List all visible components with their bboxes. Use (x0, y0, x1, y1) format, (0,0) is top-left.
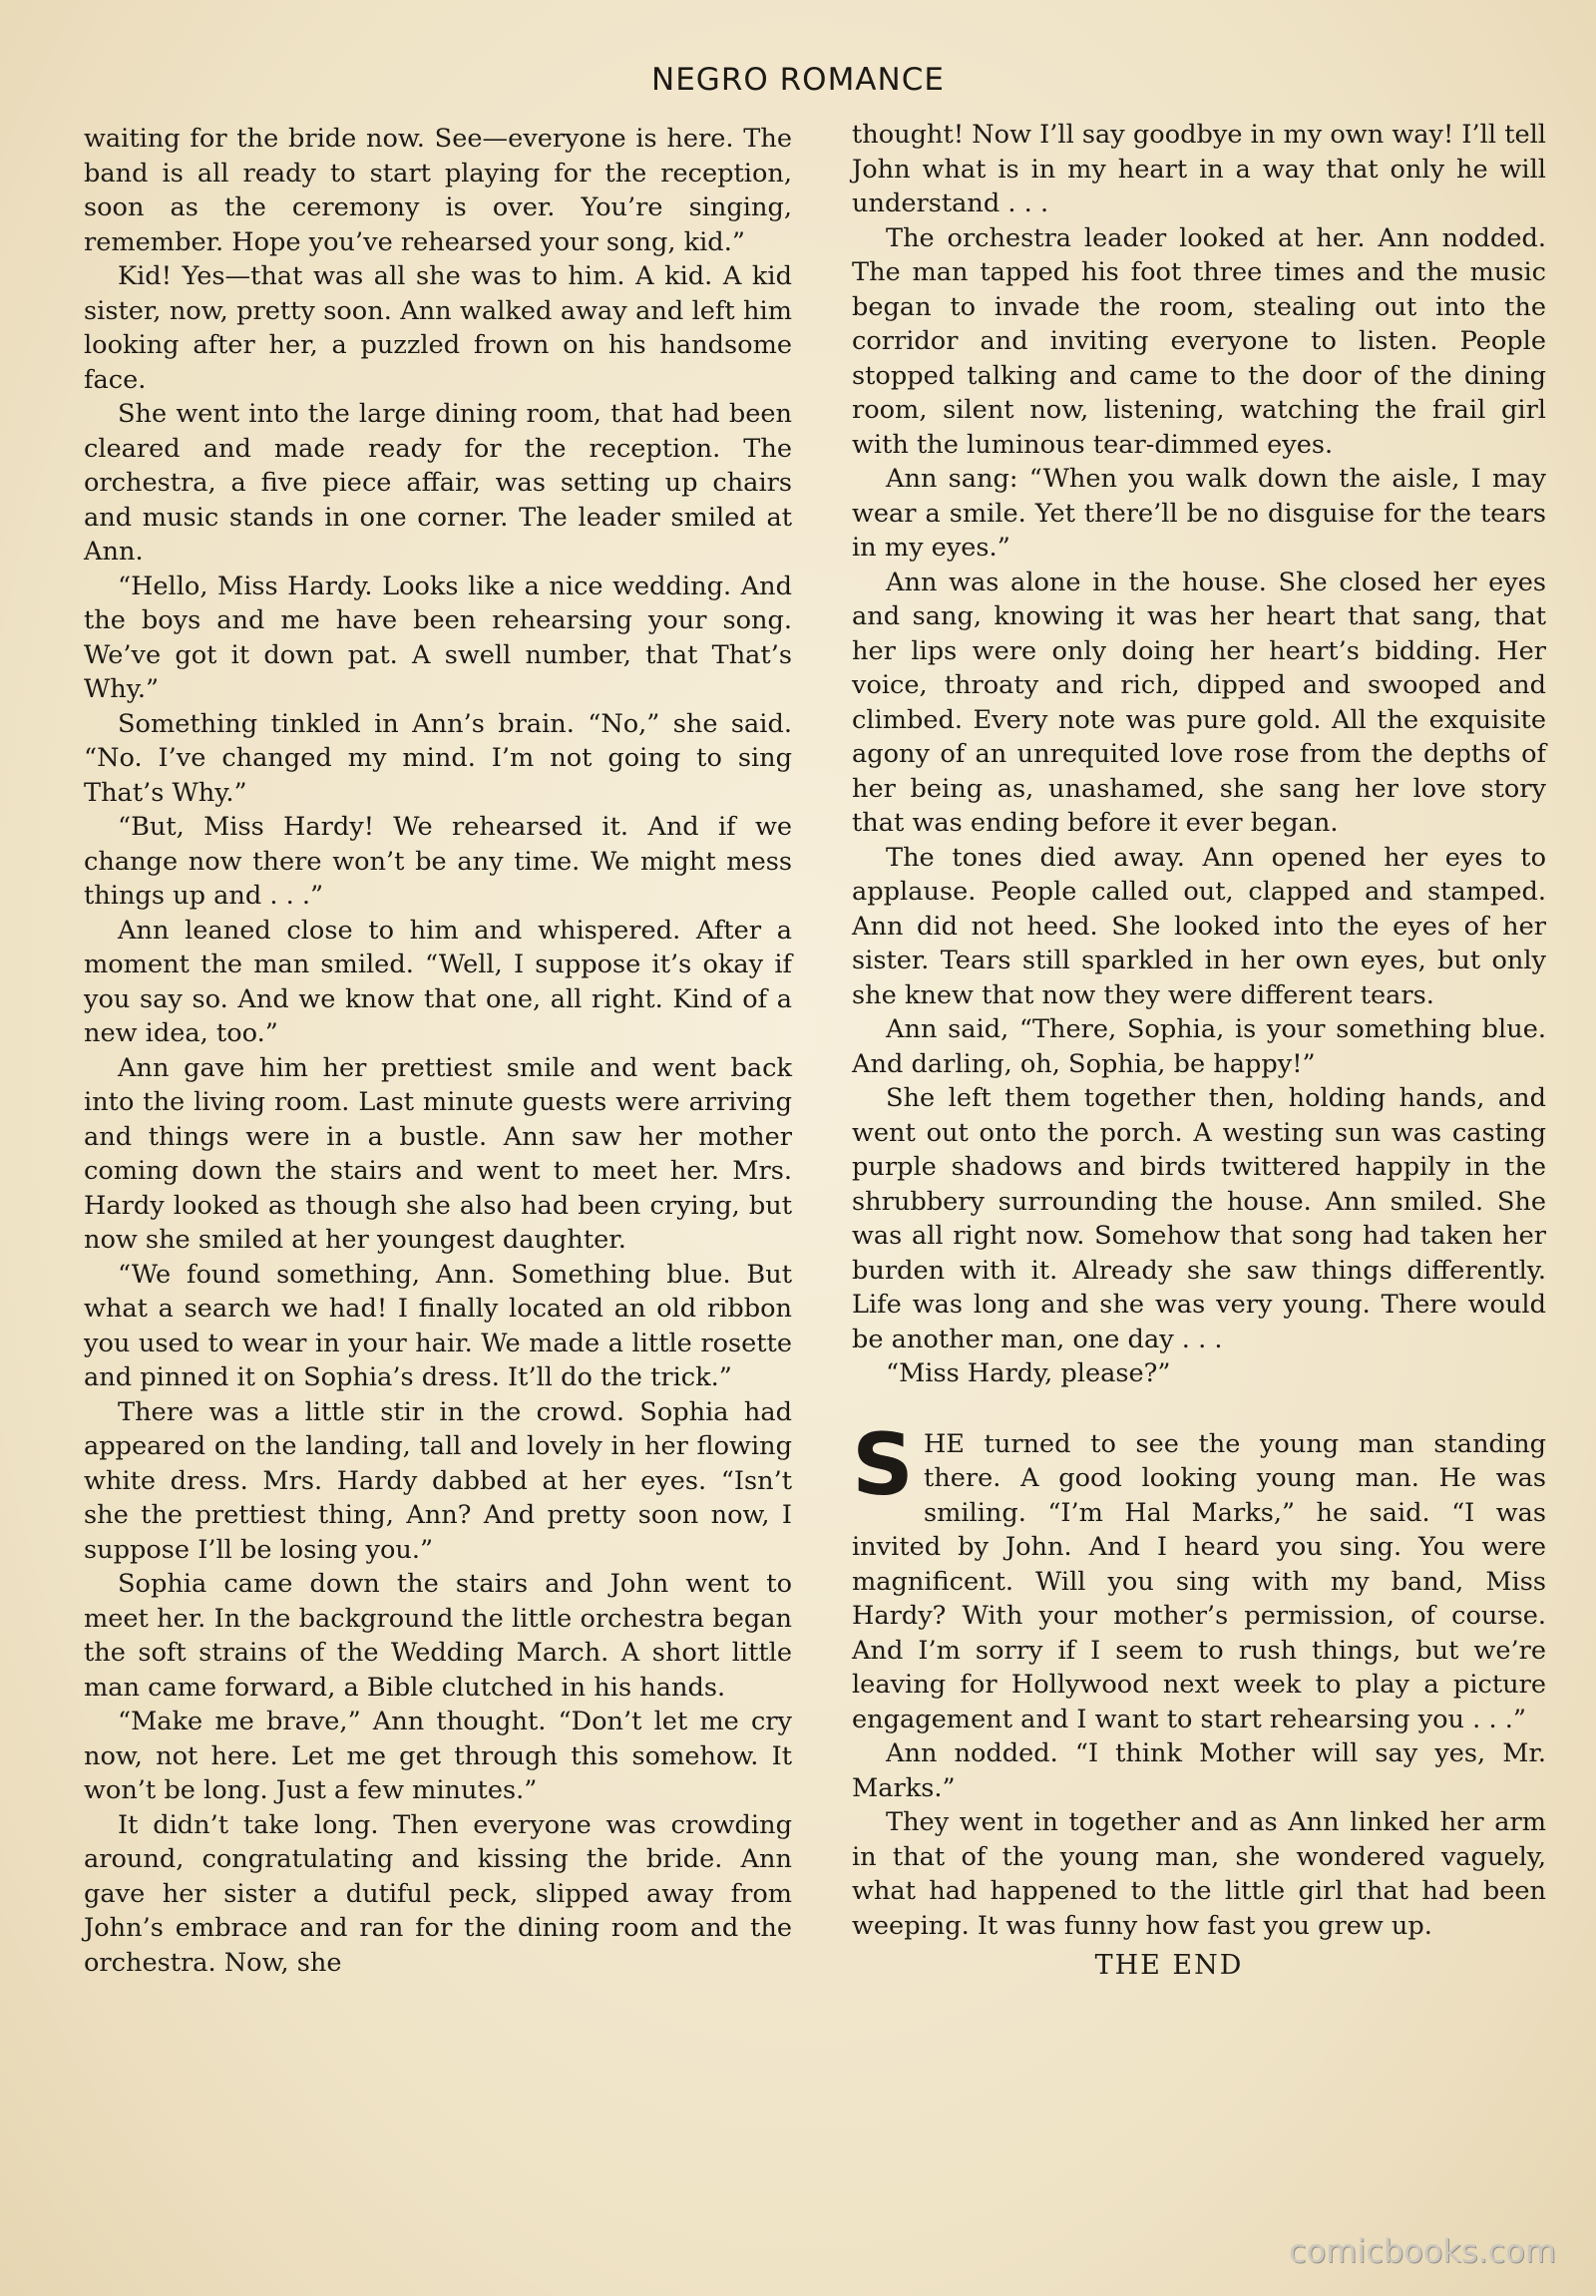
site-watermark: comicbooks.com (1288, 2232, 1556, 2270)
drop-cap: S (852, 1414, 914, 1515)
story-paragraph: They went in together and as Ann linked her arm in that of the young man, she wondered vaguely, what had happened to the little girl that had been weeping. It was funny how fast you grew up. (852, 1807, 1546, 1941)
left-column (84, 122, 792, 1980)
story-paragraph: “But, Miss Hardy! We rehearsed it. And if we change now there won’t be any time. We might mess things up and . . .” (84, 812, 792, 911)
story-paragraph: Ann said, “There, Sophia, is your something blue. And darling, oh, Sophia, be happy!” (852, 1014, 1546, 1079)
section-break (852, 1391, 1546, 1427)
story-paragraph: Ann leaned close to him and whispered. After a moment the man smiled. “Well, I suppose it’s okay if you say so. And we know that one, all right. Kind of a new idea, too.” (84, 915, 792, 1048)
story-paragraph: Sophia came down the stairs and John went to meet her. In the background the little orchestra began the soft strains of the Wedding March. A short little man came forward, a Bible clutched in his hands. (84, 1569, 792, 1703)
story-paragraph: thought! Now I’ll say goodbye in my own way! I’ll tell John what is in my heart in a way that only he will understand . . . (852, 120, 1546, 218)
story-paragraph: Ann was alone in the house. She closed her eyes and sang, knowing it was her heart that sang, that her lips were only doing her heart’s bidding. Her voice, throaty and rich, dipped and swooped and climbed. Every note was pure gold. All the exquisite agony of an unrequited love rose from the depths of her being as, unashamed, she sang her love story that was ending before it ever began. (852, 567, 1546, 838)
story-paragraph: Something tinkled in Ann’s brain. “No,” she said. “No. I’ve changed my mind. I’m not going to sing That’s Why.” (84, 708, 792, 808)
story-paragraph: “Hello, Miss Hardy. Looks like a nice wedding. And the boys and me have been rehearsing your song. We’ve got it down pat. A swell number, that That’s Why.” (84, 571, 792, 704)
story-paragraph: Ann sang: “When you walk down the aisle, I may wear a smile. Yet there’ll be no disguise for the tears in my eyes.” (852, 464, 1546, 563)
story-paragraph: “Make me brave,” Ann thought. “Don’t let me cry now, not here. Let me get through this somehow. It won’t be long. Just a few minutes.” (84, 1707, 792, 1805)
running-title: NEGRO ROMANCE (651, 62, 945, 98)
dropcap-paragraph-text: HE turned to see the young man standing there. A good looking young man. He was smiling. “I’m Hal Marks,” he said. “I was invited by John. And I heard you sing. You were magnificent. Will you sing with my band, Miss Hardy? With your mother’s permission, of course. And I’m sorry if I seem to rush things, but we’re leaving for Hollywood next week to play a picture engagement and I want to start rehearsing you . . .” (852, 1428, 1546, 1734)
story-paragraph: “Miss Hardy, please?” (886, 1358, 1171, 1388)
story-paragraph: waiting for the bride now. See—everyone is here. The band is all ready to start playing for the reception, soon as the ceremony is over. You’re singing, remember. Hope you’ve rehearsed your song, kid.” (84, 124, 792, 257)
the-end-marker: THE END (1094, 1950, 1244, 1981)
story-paragraph: Kid! Yes—that was all she was to him. A kid. A kid sister, now, pretty soon. Ann walked away and left him looking after her, a puzzled frown on his handsome face. (84, 261, 792, 395)
story-paragraph: “We found something, Ann. Something blue. But what a search we had! I finally located an old ribbon you used to wear in your hair. We made a little rosette and pinned it on Sophia’s dress. It’ll do the trick.” (84, 1259, 792, 1392)
story-paragraph-dropcap (852, 1414, 1546, 1737)
story-paragraph: She went into the large dining room, that had been cleared and made ready for the reception. The orchestra, a five piece affair, was setting up chairs and music stands in one corner. The leader smiled at Ann. (84, 399, 792, 567)
story-paragraph: Ann nodded. “I think Mother will say yes, Mr. Marks.” (852, 1738, 1546, 1803)
story-paragraph: The tones died away. Ann opened her eyes to applause. People called out, clapped and stamped. Ann did not heed. She looked into the eyes of her sister. Tears still sparkled in her own eyes, but only she knew that now they were different tears. (852, 842, 1546, 1010)
story-paragraph: She left them together then, holding hands, and went out onto the porch. A westing sun was casting purple shadows and birds twittered happily in the shrubbery surrounding the house. Ann smiled. She was all right now. Somehow that song had taken her burden with it. Already she saw things differently. Life was long and she was very young. There would be another man, one day . . . (852, 1083, 1546, 1354)
story-paragraph: Ann gave him her prettiest smile and went back into the living room. Last minute guests were arriving and things were in a bustle. Ann saw her mother coming down the stairs and went to meet her. Mrs. Hardy looked as though she also had been crying, but now she smiled at her youngest daughter. (84, 1052, 792, 1255)
story-paragraph: There was a little stir in the crowd. Sophia had appeared on the landing, tall and lovely in her flowing white dress. Mrs. Hardy dabbed at her eyes. “Isn’t she the prettiest thing, Ann? And pretty soon now, I suppose I’ll be losing you.” (84, 1396, 792, 1565)
story-paragraph: It didn’t take long. Then everyone was crowding around, congratulating and kissing the bride. Ann gave her sister a dutiful peck, slipped away from John’s embrace and ran for the dining room and the orchestra. Now, she (84, 1809, 792, 1978)
right-column (852, 118, 1546, 1984)
story-paragraph: The orchestra leader looked at her. Ann nodded. The man tapped his foot three times and the music began to invade the room, stealing out into the corridor and inviting everyone to listen. People stopped talking and came to the door of the dining room, silent now, listening, watching the frail girl with the luminous tear-dimmed eyes. (852, 222, 1546, 460)
